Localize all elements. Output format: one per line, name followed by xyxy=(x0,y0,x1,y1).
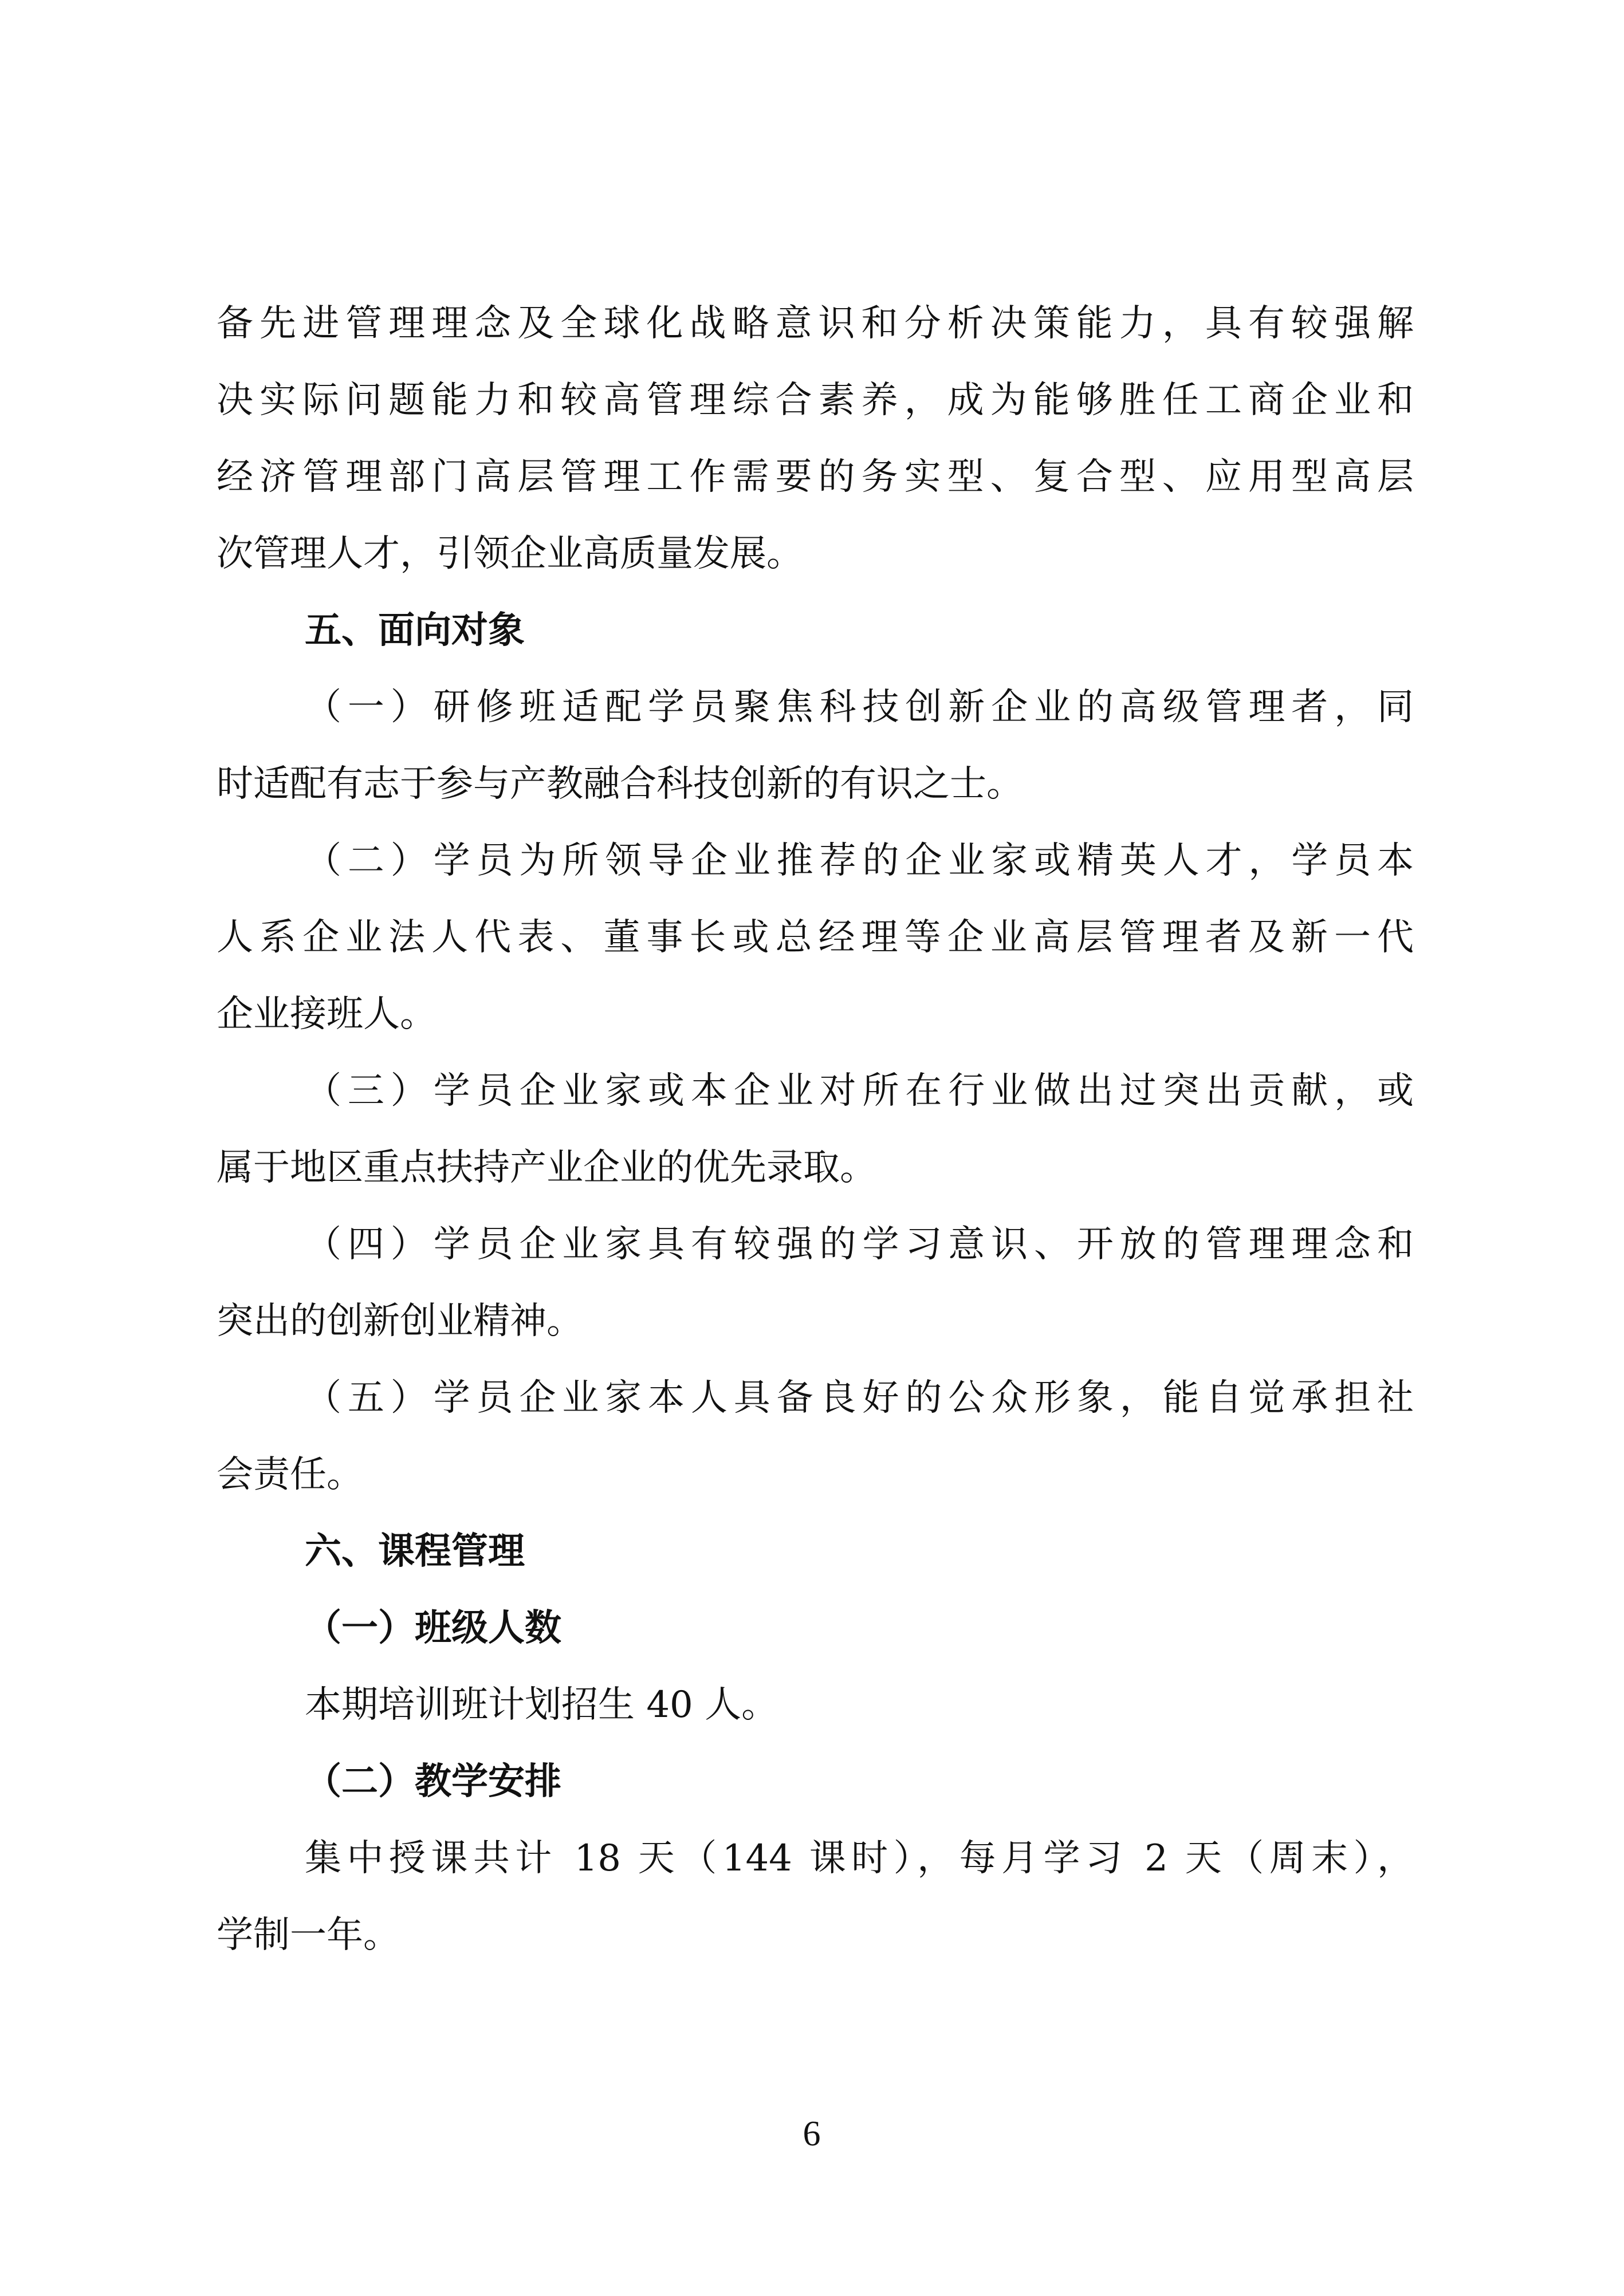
section-heading-5: 五、面向对象 xyxy=(305,609,525,652)
body-text-line: 备先进管理理念及全球化战略意识和分析决策能力，具有较强解 xyxy=(217,302,1414,345)
body-text-line: 本期培训班计划招生 40 人。 xyxy=(305,1684,778,1726)
body-text-line: 学制一年。 xyxy=(217,1914,400,1956)
subsection-heading: （一）班级人数 xyxy=(305,1606,561,1649)
body-text-line: 次管理人才，引领企业高质量发展。 xyxy=(217,533,803,575)
body-text-line: 时适配有志于参与产教融合科技创新的有识之士。 xyxy=(217,763,1023,805)
body-text-line: 属于地区重点扶持产业企业的优先录取。 xyxy=(217,1147,876,1189)
body-text-line: 人系企业法人代表、董事长或总经理等企业高层管理者及新一代 xyxy=(217,916,1414,959)
body-text-line: 企业接班人。 xyxy=(217,993,437,1035)
body-text-line: 经济管理部门高层管理工作需要的务实型、复合型、应用型高层 xyxy=(217,456,1414,498)
body-text-line: 会责任。 xyxy=(217,1454,363,1496)
list-item-line: （二）学员为所领导企业推荐的企业家或精英人才，学员本 xyxy=(305,840,1414,882)
section-heading-6: 六、课程管理 xyxy=(305,1530,525,1573)
subsection-heading: （二）教学安排 xyxy=(305,1760,561,1803)
body-text-line: 集中授课共计 18 天（144 课时），每月学习 2 天（周末）， xyxy=(305,1837,1414,1880)
page-number: 6 xyxy=(803,2114,821,2153)
list-item-line: （五）学员企业家本人具备良好的公众形象，能自觉承担社 xyxy=(305,1377,1414,1419)
body-text-line: 决实际问题能力和较高管理综合素养，成为能够胜任工商企业和 xyxy=(217,379,1414,422)
list-item-line: （三）学员企业家或本企业对所在行业做出过突出贡献，或 xyxy=(305,1070,1414,1112)
list-item-line: （一）研修班适配学员聚焦科技创新企业的高级管理者，同 xyxy=(305,686,1414,728)
body-text-line: 突出的创新创业精神。 xyxy=(217,1300,583,1342)
list-item-line: （四）学员企业家具有较强的学习意识、开放的管理理念和 xyxy=(305,1223,1414,1266)
